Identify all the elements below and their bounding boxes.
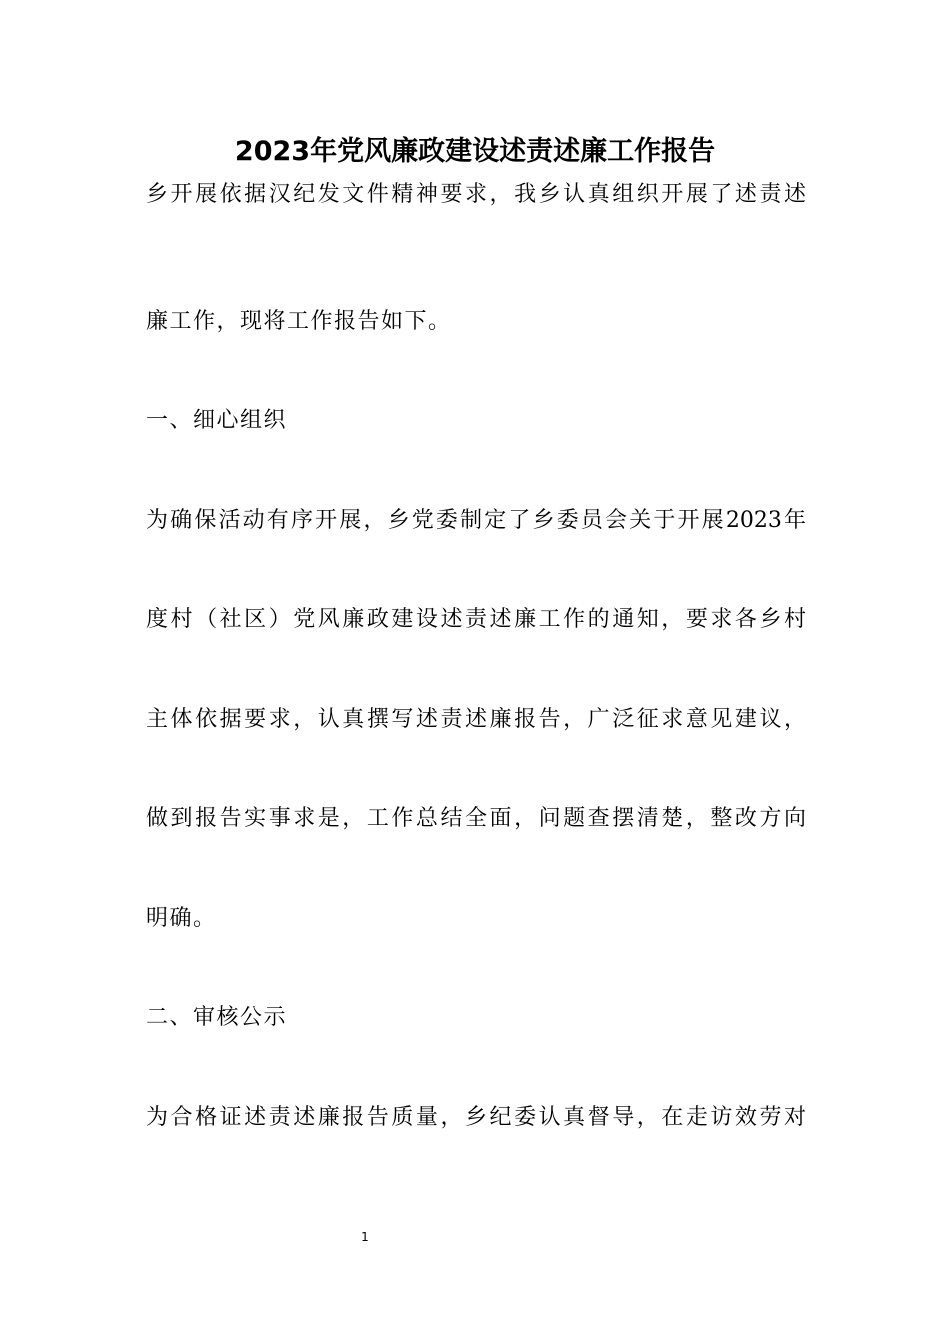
page-number: 1 <box>361 1230 369 1244</box>
paragraph-line: 明确。 <box>146 906 217 931</box>
paragraph-line: 做到报告实事求是，工作总结全面，问题查摆清楚，整改方向 <box>146 806 806 831</box>
section-heading: 一、细心组织 <box>146 408 288 433</box>
section-heading: 二、审核公示 <box>146 1005 288 1030</box>
document-title: 2023年党风廉政建设述责述廉工作报告 <box>234 136 716 167</box>
paragraph-line: 度村（社区）党风廉政建设述责述廉工作的通知，要求各乡村 <box>146 607 806 632</box>
paragraph-line: 为确保活动有序开展，乡党委制定了乡委员会关于开展2023年 <box>146 508 806 533</box>
paragraph-line: 主体依据要求，认真撰写述责述廉报告，广泛征求意见建议， <box>146 707 806 732</box>
paragraph-line: 乡开展依据汉纪发文件精神要求，我乡认真组织开展了述责述 <box>146 182 806 207</box>
paragraph-line: 廉工作，现将工作报告如下。 <box>146 309 452 334</box>
paragraph-line: 为合格证述责述廉报告质量，乡纪委认真督导，在走访效劳对 <box>146 1105 806 1130</box>
